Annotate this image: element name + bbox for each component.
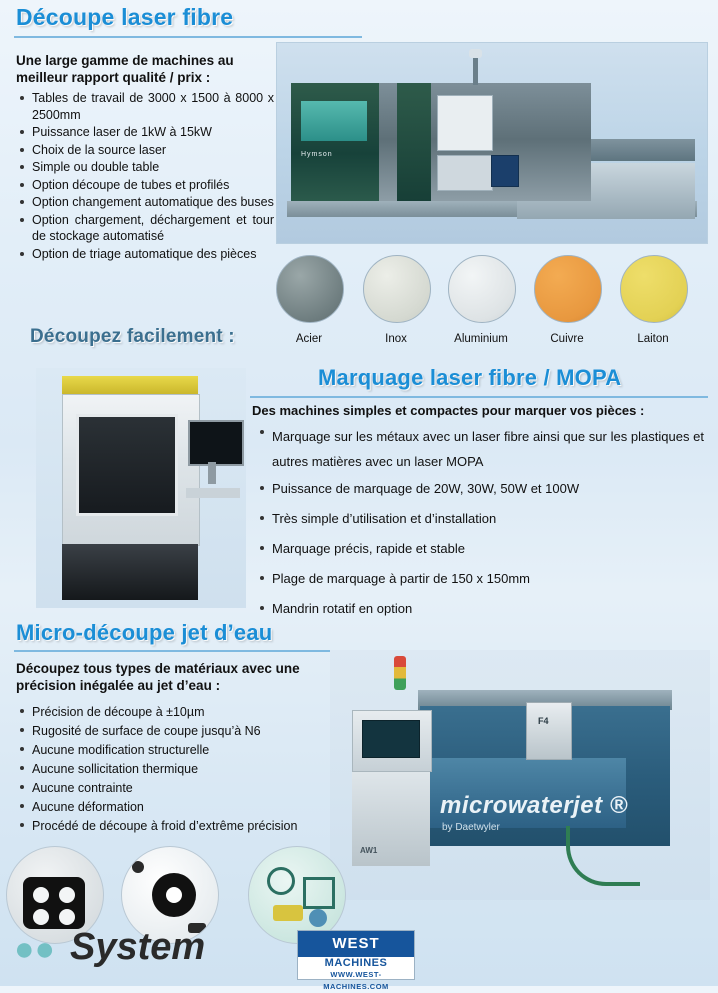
divider-laser-cutting <box>14 36 362 38</box>
footer-system-label: System <box>70 926 206 968</box>
section-title-laser-marking: Marquage laser fibre / MOPA <box>318 365 622 390</box>
lead-laser-cutting: Une large gamme de machines au meilleur rapport qualité / prix : <box>16 53 234 85</box>
machine-signal-lamp <box>469 49 482 58</box>
waterjet-cutting-head <box>526 702 572 760</box>
list-item: Marquage sur les métaux avec un laser fibre ainsi que sur les plastiques et autres matières avec un laser MOPA <box>256 424 704 474</box>
bullets-laser-cutting <box>16 90 274 263</box>
divider-waterjet <box>14 650 354 652</box>
west-logo-bottom <box>298 957 414 991</box>
waterjet-head-tag: F4 <box>538 716 549 726</box>
material-swatch-laiton <box>620 255 688 323</box>
footer-logo-mark: ●● <box>14 930 56 968</box>
machine-brand-label: Hymson <box>301 151 333 158</box>
bullets-waterjet <box>16 703 346 836</box>
list-item: Plage de marquage à partir de 150 x 150mm <box>256 570 704 588</box>
list-item: Aucune sollicitation thermique <box>16 760 346 778</box>
marking-machine-keyboard <box>186 488 240 498</box>
list-item: Mandrin rotatif en option <box>256 600 704 618</box>
list-item: Puissance laser de 1kW à 15kW <box>16 124 274 141</box>
marking-machine-monitor-stand <box>208 462 216 484</box>
material-swatch-inox <box>363 255 431 323</box>
subtitle-cut-easily: Découpez facilement : <box>30 326 235 347</box>
machine-signal-post <box>473 55 478 85</box>
list-item: Puissance de marquage de 20W, 30W, 50W et 100W <box>256 480 704 498</box>
material-swatch-acier <box>276 255 344 323</box>
laser-cutting-machine-image <box>276 42 708 244</box>
list-item: Option chargement, déchargement et tour de stockage automatisé <box>16 212 274 245</box>
material-label-inox: Inox <box>385 333 407 345</box>
machine-access-panel-2 <box>437 155 493 191</box>
material-label-laiton: Laiton <box>637 333 669 345</box>
waterjet-side-tag: AW1 <box>360 846 378 855</box>
marking-machine-monitor <box>188 420 244 466</box>
machine-access-panel <box>437 95 493 151</box>
west-machines-logo <box>297 930 415 991</box>
waterjet-brand-sub: by Daetwyler <box>442 822 500 833</box>
material-label-acier: Acier <box>295 333 323 345</box>
machine-window <box>301 101 367 141</box>
divider-laser-marking <box>250 396 708 398</box>
marking-machine-door <box>76 414 178 516</box>
marking-machine-base <box>62 544 198 600</box>
waterjet-machine-image <box>330 650 710 900</box>
material-label-cuivre: Cuivre <box>550 333 584 345</box>
waterjet-signal-lamp <box>394 656 406 690</box>
west-logo-bottom-line1: MACHINES <box>324 957 388 969</box>
material-swatch-cuivre <box>534 255 602 323</box>
list-item: Précision de découpe à ±10µm <box>16 703 346 721</box>
waterjet-hose <box>566 826 640 886</box>
list-item: Procédé de découpe à froid d’extrême précision <box>16 817 346 835</box>
lead-laser-marking: Des machines simples et compactes pour marquer vos pièces : <box>252 403 645 418</box>
list-item: Option découpe de tubes et profilés <box>16 177 274 194</box>
list-item: Simple ou double table <box>16 159 274 176</box>
section-title-waterjet: Micro-découpe jet d’eau <box>16 620 273 645</box>
west-logo-top: WEST <box>298 931 414 957</box>
machine-green-panel-2 <box>397 83 431 201</box>
laser-marking-machine-image <box>36 368 246 608</box>
west-logo-bottom-line2: WWW.WEST-MACHINES.COM <box>323 970 389 991</box>
list-item: Tables de travail de 3000 x 1500 à 8000 x 2500mm <box>16 90 274 123</box>
material-swatch-aluminium <box>448 255 516 323</box>
lead-waterjet: Découpez tous types de matériaux avec une précision inégalée au jet d’eau : <box>16 661 300 693</box>
list-item: Très simple d’utilisation et d’installation <box>256 510 704 528</box>
list-item: Option changement automatique des buses <box>16 194 274 211</box>
list-item: Option de triage automatique des pièces <box>16 246 274 263</box>
list-item: Rugosité de surface de coupe jusqu’à N6 <box>16 722 346 740</box>
list-item: Aucune modification structurelle <box>16 741 346 759</box>
list-item: Marquage précis, rapide et stable <box>256 540 704 558</box>
list-item: Choix de la source laser <box>16 142 274 159</box>
waterjet-control-screen <box>362 720 420 758</box>
section-title-laser-cutting: Découpe laser fibre <box>16 4 234 30</box>
list-item: Aucune contrainte <box>16 779 346 797</box>
machine-control-screen <box>491 155 519 187</box>
material-label-aluminium: Aluminium <box>454 333 508 345</box>
list-item: Aucune déformation <box>16 798 346 816</box>
bullets-laser-marking <box>256 424 704 619</box>
marking-machine-top <box>62 376 198 394</box>
waterjet-brand-label: microwaterjet ® <box>440 792 628 819</box>
